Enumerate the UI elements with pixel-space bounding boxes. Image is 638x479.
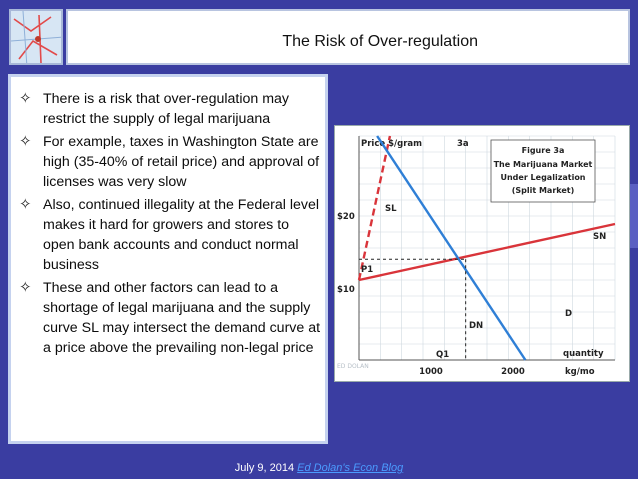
legend-line: Under Legalization bbox=[500, 173, 586, 182]
bullet-panel bbox=[8, 74, 328, 444]
panel-label: 3a bbox=[457, 139, 469, 149]
market-chart bbox=[335, 126, 631, 383]
four-point-star-icon: ✧ bbox=[19, 133, 32, 150]
map-icon bbox=[11, 11, 63, 65]
four-point-star-icon: ✧ bbox=[19, 90, 32, 107]
watermark: ED DOLAN bbox=[337, 363, 369, 370]
legend-line: Figure 3a bbox=[521, 146, 565, 155]
y-tick-label: $10 bbox=[337, 285, 355, 295]
bullet-list bbox=[19, 89, 324, 361]
bullet-item bbox=[19, 278, 324, 358]
bullet-text: Also, continued illegality at the Federal level makes it hard for growers and stores to open bank accounts and conduct normal business bbox=[43, 197, 320, 273]
x-axis-label: quantity bbox=[563, 349, 604, 359]
slide-title: The Risk of Over-regulation bbox=[282, 33, 478, 50]
footer-date: July 9, 2014 bbox=[234, 462, 295, 474]
legend-line: (Split Market) bbox=[511, 186, 575, 195]
curve-label-sn: SN bbox=[593, 232, 607, 242]
x-tick-label: 2000 bbox=[501, 367, 525, 377]
point-label-q1: Q1 bbox=[436, 350, 450, 360]
x-axis-unit: kg/mo bbox=[565, 367, 595, 377]
bullet-text: There is a risk that over-regulation may restrict the supply of legal marijuana bbox=[43, 91, 290, 127]
footer-blog-link[interactable]: Ed Dolan's Econ Blog bbox=[297, 462, 404, 474]
curve-label-sl: SL bbox=[385, 204, 397, 214]
bullet-text: These and other factors can lead to a shortage of legal marijuana and the supply curve SL may intersect the demand curve at a price above the prevailing non-legal price bbox=[43, 280, 321, 356]
bullet-item bbox=[19, 89, 324, 129]
bullet-item bbox=[19, 132, 324, 192]
footer bbox=[0, 462, 638, 474]
four-point-star-icon: ✧ bbox=[19, 196, 32, 213]
legend-line: The Marijuana Market bbox=[493, 160, 593, 169]
curve-label-d: D bbox=[565, 309, 573, 319]
bullet-text: For example, taxes in Washington State are high (35-40% of retail price) and approval of licenses was very slow bbox=[43, 134, 320, 190]
point-label-p1: P1 bbox=[361, 265, 374, 275]
bullet-item bbox=[19, 195, 324, 275]
title-bar bbox=[66, 9, 630, 65]
four-point-star-icon: ✧ bbox=[19, 279, 32, 296]
logo-map-thumbnail bbox=[9, 9, 63, 65]
figure-3a bbox=[334, 125, 630, 382]
y-axis-label: Price $/gram bbox=[361, 139, 422, 149]
curve-label-dn: DN bbox=[469, 321, 484, 331]
y-tick-label: $20 bbox=[337, 212, 355, 222]
x-tick-label: 1000 bbox=[419, 367, 443, 377]
